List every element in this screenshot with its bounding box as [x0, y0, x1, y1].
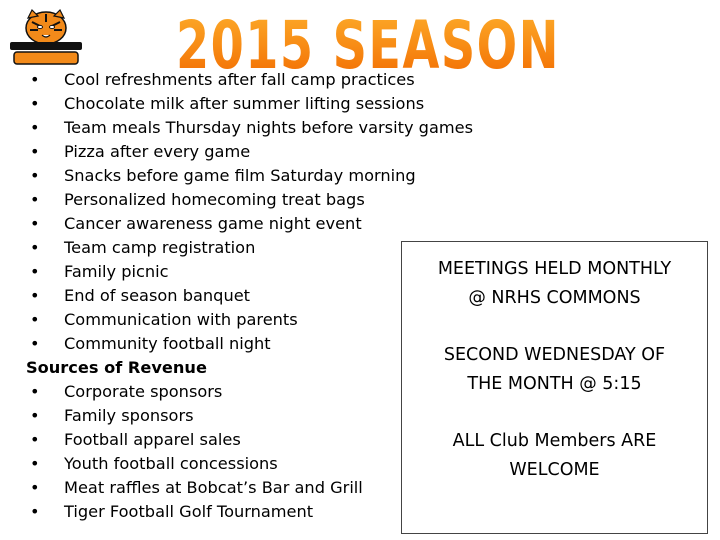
season-title-graphic: [168, 6, 568, 76]
bullet-icon: •: [30, 262, 40, 281]
list-item: [26, 164, 486, 188]
bullet-icon: •: [30, 406, 40, 425]
season-title: [168, 6, 568, 76]
welcome-line: ALL Club Members ARE: [452, 431, 657, 451]
revenue-item-text: Youth football concessions: [64, 454, 278, 473]
list-item: [26, 116, 486, 140]
meeting-time: [402, 341, 707, 399]
bullet-icon: •: [30, 190, 40, 209]
bullet-icon: •: [30, 214, 40, 233]
revenue-item-text: Meat raffles at Bobcat’s Bar and Grill: [64, 478, 363, 497]
list-item: [26, 188, 486, 212]
bullet-icon: •: [30, 286, 40, 305]
meeting-info-box: [401, 241, 708, 534]
tiger-head-logo-icon: [8, 8, 84, 68]
list-item-text: Snacks before game film Saturday morning: [64, 166, 416, 185]
bullet-icon: •: [30, 310, 40, 329]
bullet-icon: •: [30, 334, 40, 353]
bullet-icon: •: [30, 118, 40, 137]
list-item: [26, 68, 486, 92]
list-item: [26, 140, 486, 164]
meeting-line: MEETINGS HELD MONTHLY: [437, 259, 672, 279]
bullet-icon: •: [30, 166, 40, 185]
list-item: [26, 212, 486, 236]
bullet-icon: •: [30, 478, 40, 497]
list-item-text: Cancer awareness game night event: [64, 214, 362, 233]
list-item-text: Cool refreshments after fall camp practices: [64, 70, 415, 89]
bullet-icon: •: [30, 142, 40, 161]
bullet-icon: •: [30, 382, 40, 401]
list-item-text: Team camp registration: [64, 238, 256, 257]
list-item-text: Family picnic: [64, 262, 169, 281]
revenue-item-text: Family sponsors: [64, 406, 194, 425]
tiger-logo: [8, 8, 84, 68]
bullet-icon: •: [30, 94, 40, 113]
revenue-item-text: Corporate sponsors: [64, 382, 223, 401]
revenue-heading: Sources of Revenue: [26, 358, 207, 377]
welcome-word: WELCOME: [509, 460, 600, 480]
list-item-text: Communication with parents: [64, 310, 298, 329]
bullet-icon: •: [30, 502, 40, 521]
bullet-icon: •: [30, 454, 40, 473]
list-item-text: Community football night: [64, 334, 271, 353]
list-item-text: Chocolate milk after summer lifting sessions: [64, 94, 425, 113]
bullet-icon: •: [30, 430, 40, 449]
bullet-icon: •: [30, 238, 40, 257]
list-item-text: Team meals Thursday nights before varsity games: [64, 118, 474, 137]
list-item: [26, 92, 486, 116]
list-item-text: End of season banquet: [64, 286, 251, 305]
list-item-text: Pizza after every game: [64, 142, 251, 161]
revenue-item-text: Football apparel sales: [64, 430, 241, 449]
page-title: 2015 SEASON: [176, 7, 560, 76]
bullet-icon: •: [30, 70, 40, 89]
meeting-hour: THE MONTH @ 5:15: [467, 374, 642, 394]
meeting-day: SECOND WEDNESDAY OF: [443, 345, 666, 365]
welcome-note: [402, 427, 707, 485]
meeting-schedule: [402, 255, 707, 313]
revenue-item-text: Tiger Football Golf Tournament: [64, 502, 314, 521]
list-item-text: Personalized homecoming treat bags: [64, 190, 365, 209]
meeting-location: @ NRHS COMMONS: [468, 288, 641, 308]
